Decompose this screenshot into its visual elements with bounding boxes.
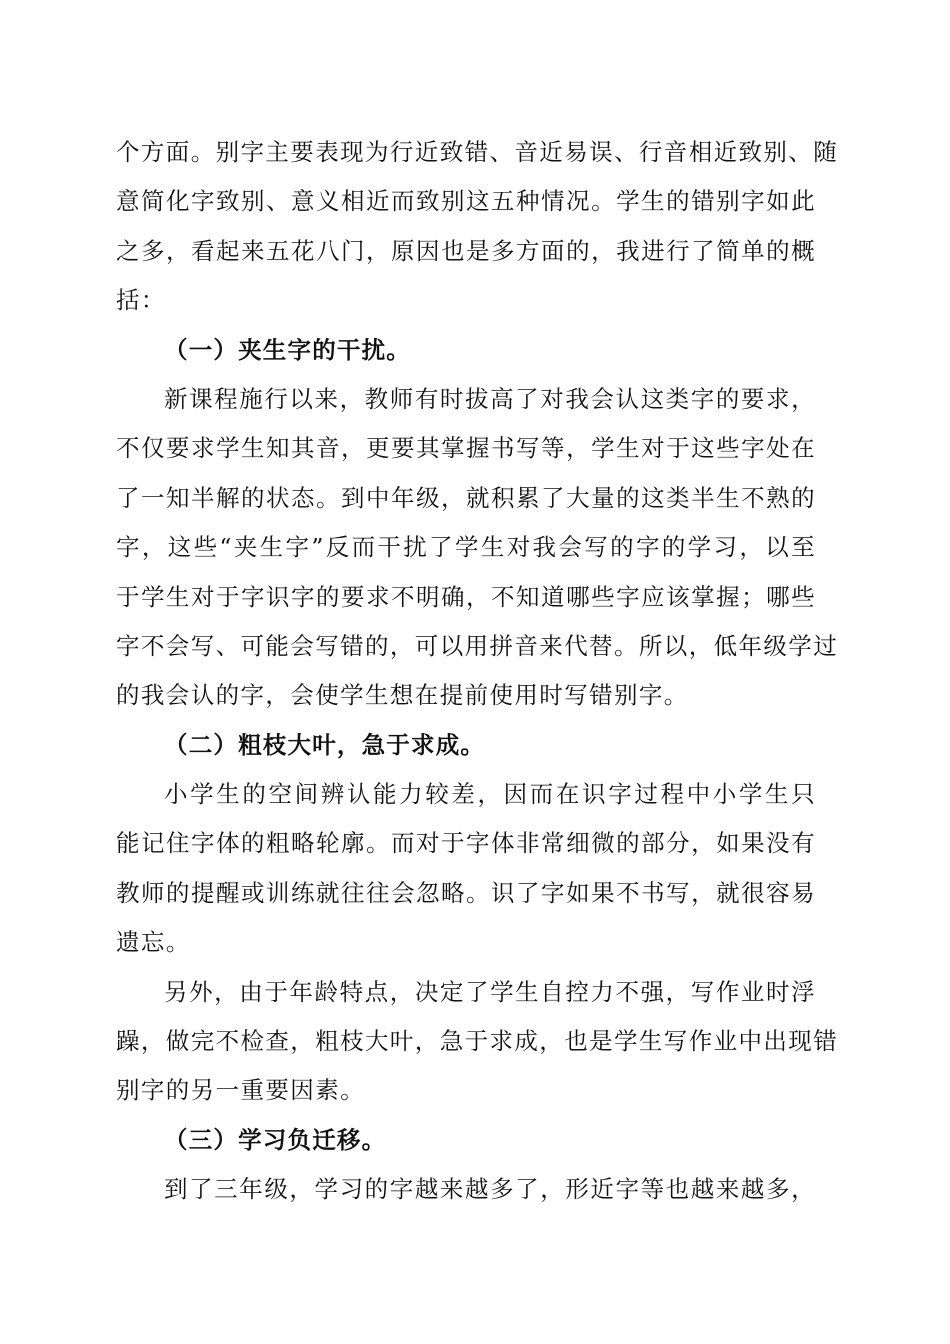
text-line: 了一知半解的状态。到中年级，就积累了大量的这类半生不熟的 [116,483,816,512]
text-line: 教师的提醒或训练就往往会忽略。识了字如果不书写，就很容易 [116,878,816,907]
text-line: 小学生的空间辨认能力较差，因而在识字过程中小学生只 [164,780,816,809]
text-line: 另外，由于年龄特点，决定了学生自控力不强，写作业时浮 [164,977,816,1006]
paragraph-4 [116,1165,816,1214]
text-line: 别字的另一重要因素。 [116,1076,365,1105]
section-heading-3: （三）学习负迁移。 [164,1125,387,1154]
text-line: 字，这些“夹生字”反而干扰了学生对我会写的字的学习，以至 [116,533,816,562]
paragraph-1 [116,375,839,721]
section-heading-1: （一）夹生字的干扰。 [164,335,411,364]
text-line: 遗忘。 [116,928,191,957]
text-line: 躁，做完不检查，粗枝大叶，急于求成，也是学生写作业中出现错 [116,1027,839,1056]
text-line: 的我会认的字，会使学生想在提前使用时写错别字。 [116,681,689,710]
text-line: 不仅要求学生知其音，更要其掌握书写等，学生对于这些字处在 [116,434,816,463]
paragraph-2 [116,770,816,968]
text-line: 到了三年级，学习的字越来越多了，形近字等也越来越多， [164,1175,816,1204]
text-line: 字不会写、可能会写错的，可以用拼音来代替。所以，低年级学过 [116,631,839,660]
text-line: 意简化字致别、意义相近而致别这五种情况。学生的错别字如此 [116,187,816,216]
text-line: 括： [116,286,166,315]
text-line: 之多，看起来五花八门，原因也是多方面的，我进行了简单的概 [116,236,816,265]
section-heading-2: （二）粗枝大叶，急于求成。 [164,730,486,759]
text-line: 于学生对于字识字的要求不明确，不知道哪些字应该掌握；哪些 [116,582,816,611]
text-line: 个方面。别字主要表现为行近致错、音近易误、行音相近致别、随 [116,138,839,166]
text-line: 能记住字体的粗略轮廓。而对于字体非常细微的部分，如果没有 [116,829,816,858]
paragraph-intro [116,128,839,326]
paragraph-3 [116,968,839,1116]
document-body [116,128,839,1215]
text-line: 新课程施行以来，教师有时拔高了对我会认这类字的要求， [164,384,816,413]
